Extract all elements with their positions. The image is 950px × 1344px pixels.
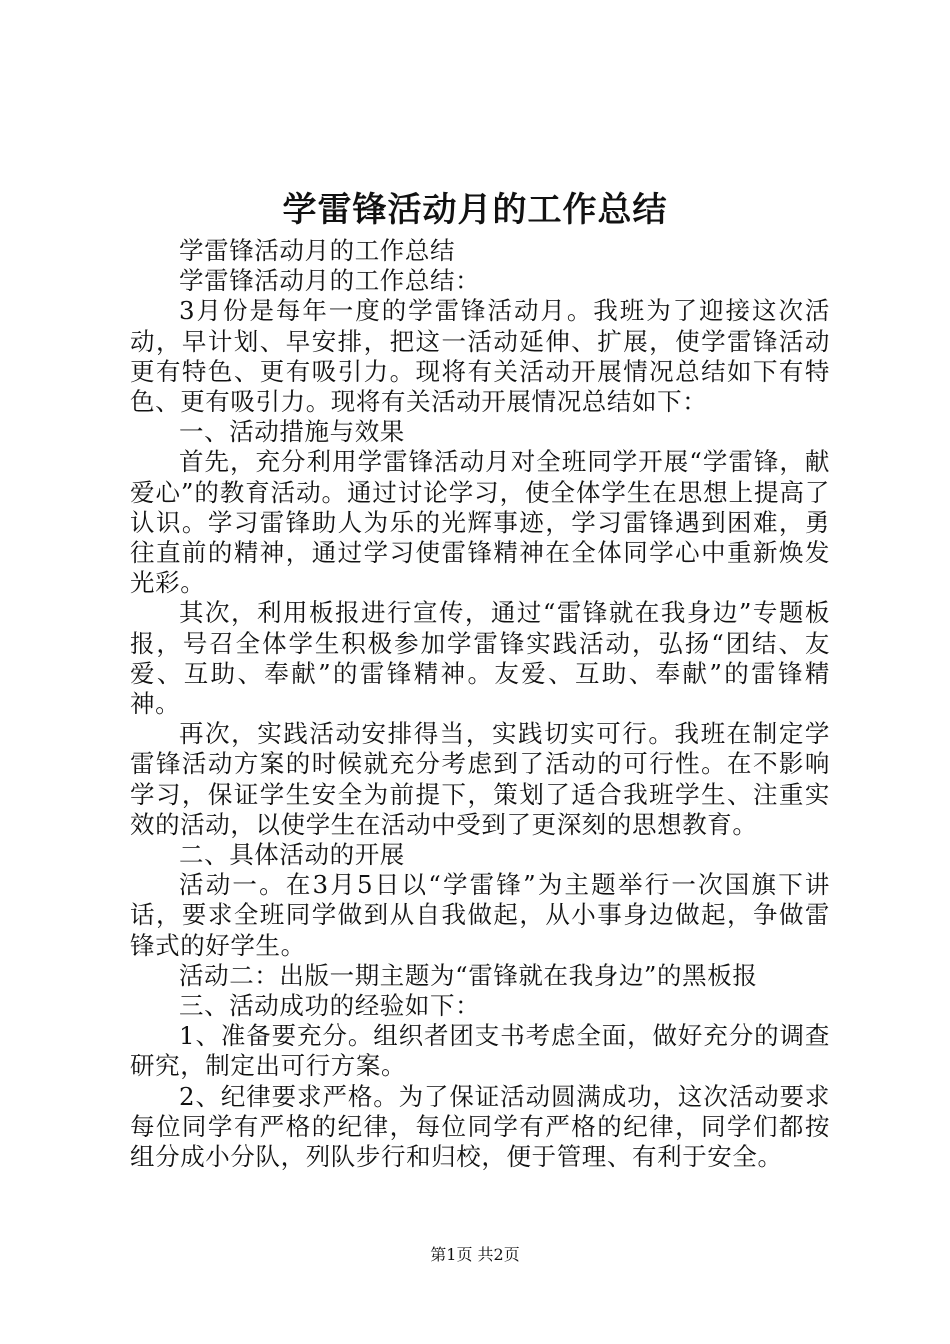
paragraph-experience-2: 2、纪律要求严格。为了保证活动圆满成功，这次活动要求每位同学有严格的纪律，每位同学有严格的纪律，同学们都按组分成小分队，列队步行和归校，便于管理、有利于安全。 [130, 1081, 830, 1172]
section-heading-1: 一、活动措施与效果 [179, 417, 405, 447]
paragraph-first: 首先，充分利用学雷锋活动月对全班同学开展“学雷锋，献爱心”的教育活动。通过讨论学习，使全体学生在思想上提高了认识。学习雷锋助人为乐的光辉事迹，学习雷锋遇到困难，勇往直前的精神，通过学习使雷锋精神在全体同学心中重新焕发光彩。 [130, 447, 830, 598]
section-heading-2: 二、具体活动的开展 [179, 840, 405, 870]
paragraph-heading-colon: 学雷锋活动月的工作总结： [179, 266, 481, 296]
paragraph-experience-1: 1、准备要充分。组织者团支书考虑全面，做好充分的调查研究，制定出可行方案。 [130, 1021, 830, 1081]
paragraph-second: 其次，利用板报进行宣传，通过“雷锋就在我身边”专题板报，号召全体学生积极参加学雷锋实践活动，弘扬“团结、友爱、互助、奉献”的雷锋精神。友爱、互助、奉献”的雷锋精神。 [130, 598, 830, 719]
paragraph-third: 再次，实践活动安排得当，实践切实可行。我班在制定学雷锋活动方案的时候就充分考虑到了活动的可行性。在不影响学习，保证学生安全为前提下，策划了适合我班学生、注重实效的活动，以使学生在活动中受到了更深刻的思想教育。 [130, 719, 830, 839]
page-number-footer: 第1页 共2页 [430, 1245, 520, 1264]
paragraph-intro: 3月份是每年一度的学雷锋活动月。我班为了迎接这次活动，早计划、早安排，把这一活动延伸、扩展，使学雷锋活动更有特色、更有吸引力。现将有关活动开展情况总结如下有特色、更有吸引力。现将有关活动开展情况总结如下： [130, 296, 830, 417]
paragraph-heading-repeat: 学雷锋活动月的工作总结 [179, 236, 456, 265]
document-body [130, 236, 830, 1172]
section-heading-3: 三、活动成功的经验如下： [179, 991, 481, 1021]
paragraph-activity-1: 活动一。在3月5日以“学雷锋”为主题举行一次国旗下讲话，要求全班同学做到从自我做起，从小事身边做起，争做雷锋式的好学生。 [130, 870, 830, 960]
document-title: 学雷锋活动月的工作总结 [282, 190, 668, 230]
paragraph-activity-2: 活动二：出版一期主题为“雷锋就在我身边”的黑板报 [179, 960, 758, 990]
